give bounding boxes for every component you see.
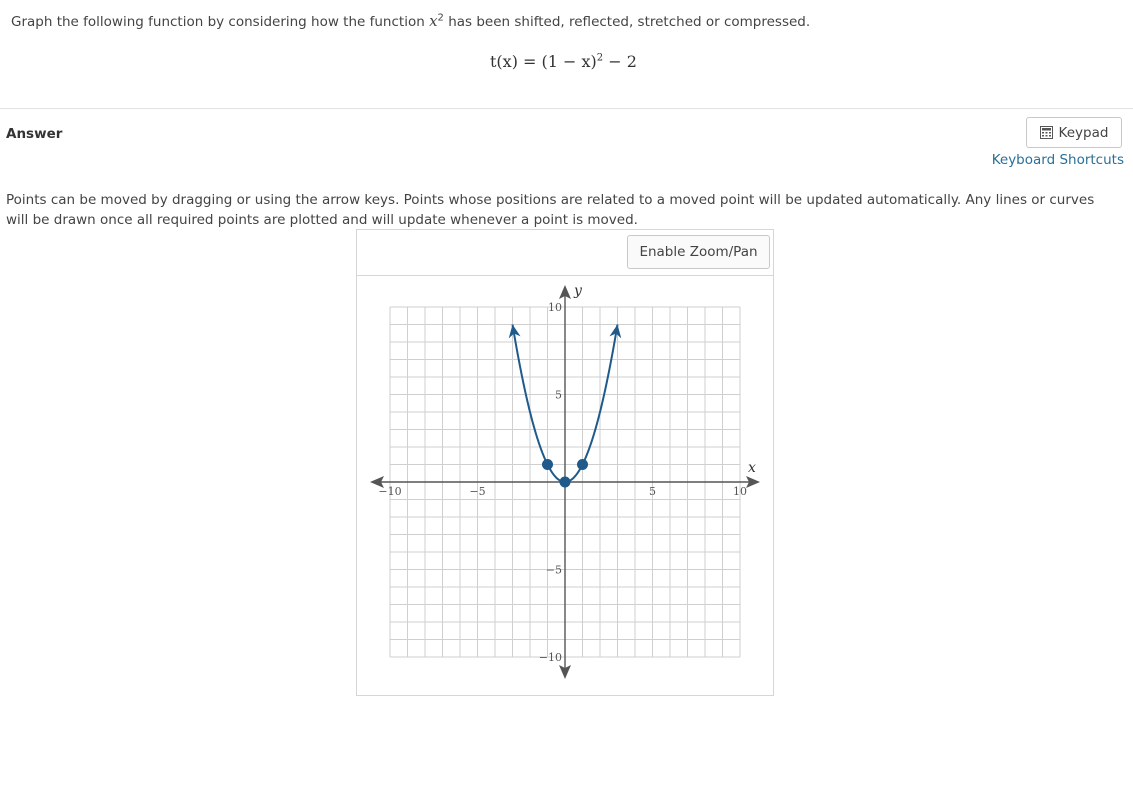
keyboard-shortcuts-link[interactable]: Keyboard Shortcuts <box>991 152 1124 168</box>
equation-exponent: 2 <box>596 52 604 64</box>
x-tick-label: 10 <box>733 485 747 498</box>
function-equation <box>490 52 637 71</box>
question-variable: x <box>429 12 438 30</box>
answer-label: Answer <box>6 126 63 142</box>
graph-instructions: Points can be moved by dragging or using the arrow keys. Points whose positions are related to a moved point will be updated automatically. Any lines or curves will be drawn once all required points are plotted and will update whenever a point is moved. <box>6 192 1095 228</box>
graph-toolbar <box>357 230 773 276</box>
enable-zoom-pan-button[interactable]: Enable Zoom/Pan <box>627 235 770 269</box>
graph-point[interactable] <box>560 477 571 488</box>
y-tick-label: 10 <box>548 301 562 314</box>
x-axis-label: x <box>748 460 756 476</box>
keypad-label: Keypad <box>1058 124 1109 141</box>
x-tick-label: −5 <box>469 485 486 498</box>
calculator-icon <box>1040 126 1053 139</box>
graph-point[interactable] <box>577 459 588 470</box>
graph-point[interactable] <box>542 459 553 470</box>
x-tick-label: −10 <box>378 485 402 498</box>
keypad-button[interactable] <box>1026 117 1122 148</box>
question-prompt <box>11 12 810 30</box>
equation-rhs: − 2 <box>603 52 637 71</box>
question-text-after: has been shifted, reflected, stretched or compressed. <box>443 14 811 30</box>
coordinate-graph[interactable] <box>356 276 774 686</box>
x-tick-label: 5 <box>649 485 656 498</box>
y-axis-label: y <box>574 283 582 299</box>
question-exponent: 2 <box>437 12 444 24</box>
equation-lhs: t(x) = (1 − x) <box>490 52 597 71</box>
y-tick-label: −10 <box>538 651 562 664</box>
y-tick-label: 5 <box>555 388 562 402</box>
question-text-before: Graph the following function by considering how the function <box>11 14 430 30</box>
section-divider <box>0 108 1133 109</box>
y-tick-label: −5 <box>545 563 562 577</box>
